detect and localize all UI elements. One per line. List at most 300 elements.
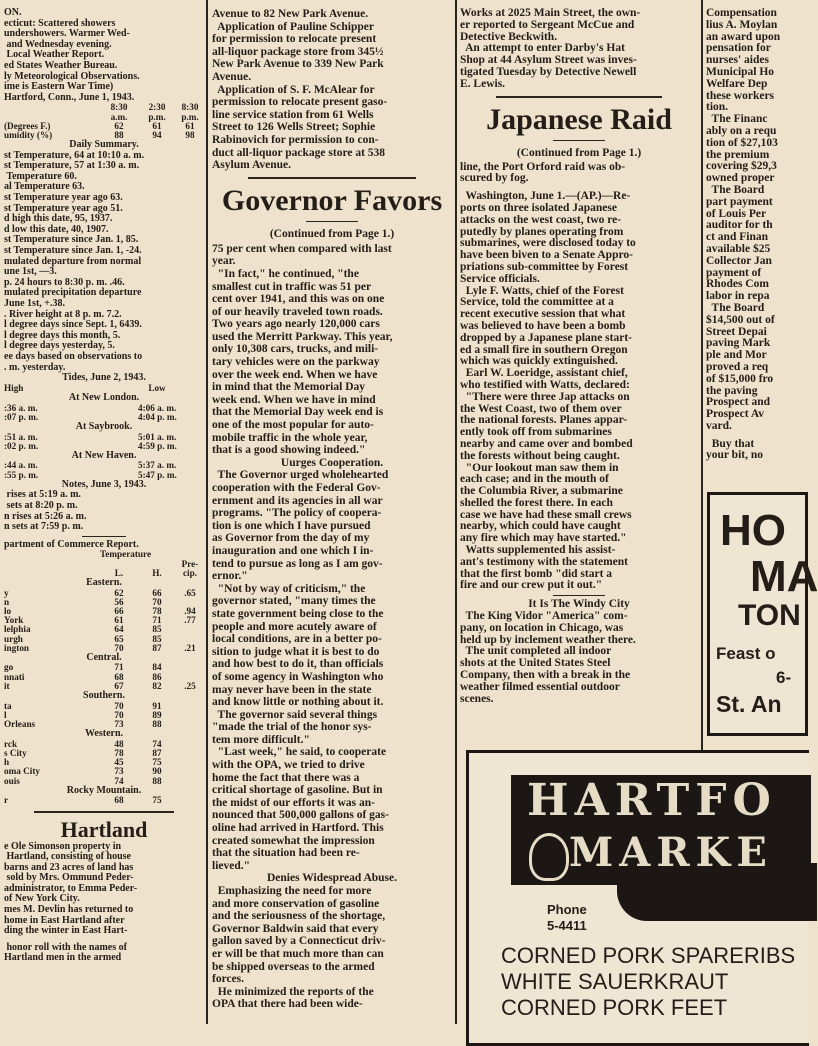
table-row: [4, 635, 204, 644]
text-line: Street to 126 Wells Street; Sophie: [212, 121, 376, 134]
table-cell: 4:59 p. m.: [138, 440, 177, 451]
table-cell: 66: [114, 605, 124, 616]
text-line: st Temperature year ago 51.: [4, 202, 123, 214]
table-cell: 4:06 a. m.: [138, 402, 177, 413]
table-cell: [176, 384, 204, 393]
table-cell: 61: [152, 120, 162, 131]
table-cell: H.: [152, 567, 162, 578]
text-line: week end. When we have in mind: [212, 393, 376, 406]
table-cell: 88: [152, 775, 162, 786]
text-line: paving Mark: [706, 337, 771, 350]
table-cell: 61: [114, 615, 124, 626]
divider: [82, 536, 126, 537]
text-line: covering $29,3: [706, 160, 777, 173]
text-line: that the situation had been re-: [212, 847, 360, 860]
table-cell: (Degrees F.): [4, 120, 51, 131]
text-line: be shipped overseas to the armed: [212, 960, 375, 973]
text-line: and how best to do it, than officials: [212, 658, 384, 671]
text-line: of some agency in Washington who: [212, 670, 384, 683]
text-line: "Our lookout man saw them in: [460, 461, 619, 474]
column-japanese-raid: [460, 8, 698, 746]
text-line: in mind that the Memorial Day: [212, 381, 366, 394]
text-line: New Park Avenue to 339 New Park: [212, 58, 384, 71]
table-cell: 78: [152, 605, 162, 616]
text-line: which was quickly extinguished.: [460, 355, 618, 368]
text-line: ant's testimony with the statement: [460, 555, 629, 568]
text-line: tem more difficult.": [212, 733, 310, 746]
text-line: permission to relocate present gaso-: [212, 96, 388, 109]
text-line: partment of Commerce Report.: [4, 538, 139, 550]
table-cell: 48: [114, 738, 124, 749]
text-line: ecticut: Scattered showers: [4, 17, 116, 29]
text-line: shelled the forest there. In each: [460, 496, 613, 509]
table-cell: .65: [184, 587, 196, 598]
text-line: forces.: [212, 973, 245, 986]
text-line: smallest cut in traffic was 51 per: [212, 280, 372, 293]
text-line: e Ole Simonson property in: [4, 840, 122, 852]
text-line: nurses' aides: [706, 54, 769, 67]
text-line: The King Vidor "America" com-: [460, 610, 628, 623]
text-line: pensation for: [706, 42, 771, 55]
text-line: scenes.: [460, 692, 494, 705]
table-cell: 45: [114, 757, 124, 768]
table-cell: [176, 461, 204, 470]
text-line: Compensation: [706, 7, 777, 19]
ad-text: St. An: [716, 691, 782, 717]
table-cell: 74: [152, 738, 162, 749]
subheading: Central.: [86, 651, 122, 663]
text-line: Hartland, consisting of house: [4, 851, 131, 863]
text-line: tion is one which I have pursued: [212, 519, 371, 532]
table-cell: [176, 777, 204, 786]
table-row: [4, 702, 204, 711]
text-line: tary vehicles were on the parkway: [212, 356, 380, 369]
table-cell: 61: [185, 120, 195, 131]
ad-headline: MA: [750, 552, 818, 601]
table-cell: 73: [114, 719, 124, 729]
text-line: Service, told the committee at a: [460, 296, 614, 309]
divider: [306, 221, 359, 222]
table-cell: nnati: [4, 671, 25, 682]
text-line: tion of $27,103: [706, 136, 778, 149]
text-line: st Temperature year ago 63.: [4, 192, 123, 204]
table-row: [4, 749, 204, 758]
text-line: the premium: [706, 148, 770, 161]
table-cell: Pre-: [181, 558, 199, 569]
text-line: "made the trial of the honor sys-: [212, 721, 372, 734]
text-line: rises at 5:19 a. m.: [4, 489, 81, 501]
text-line: have been biven to a Senate Appro-: [460, 249, 633, 262]
text-line: owned proper: [706, 172, 775, 185]
text-line: who testified with Watts, declared:: [460, 378, 630, 391]
text-line: Hartford, Conn., June 1, 1943.: [4, 91, 135, 103]
text-line: all-liquor package store from 345½: [212, 45, 384, 58]
table-cell: 78: [114, 747, 124, 758]
table-cell: :07 p. m.: [4, 411, 39, 422]
table-cell: Low: [148, 382, 166, 393]
text-line: Prospect Av: [706, 408, 765, 421]
column-divider: [455, 0, 457, 1024]
text-line: the West Coast, two of them over: [460, 402, 622, 415]
table-cell: 70: [114, 700, 124, 711]
table-cell: 64: [114, 624, 124, 635]
subheading: Southern.: [83, 690, 125, 702]
subheading: At Saybrook.: [75, 420, 133, 432]
table-cell: 94: [152, 129, 162, 140]
text-line: st Temperature since Jan. 1, -24.: [4, 245, 142, 257]
table-cell: [176, 471, 204, 480]
divider: [496, 96, 663, 98]
subheading: Western.: [84, 728, 124, 740]
text-line: $14,500 out of: [706, 313, 775, 326]
table-cell: 4:04 p. m.: [138, 411, 177, 422]
market-logo-text: HARTFO: [527, 775, 777, 826]
table-cell: urgh: [4, 633, 23, 644]
table-row: [4, 767, 204, 776]
table-cell: 62: [114, 587, 124, 598]
text-line: l degree days this month, 5.: [4, 329, 121, 341]
table-cell: :44 a. m.: [4, 460, 38, 471]
text-line: oline had arrived in Hartford. This: [212, 822, 384, 835]
text-line: . m. yesterday.: [4, 361, 66, 373]
table-cell: 88: [114, 129, 124, 140]
table-cell: y: [4, 587, 9, 598]
text-line: The Board: [706, 301, 765, 314]
table-cell: l: [4, 709, 7, 720]
text-line: June 1st, +.38.: [4, 298, 65, 309]
phone-number: 5-4411: [547, 918, 587, 933]
table-cell: cip.: [182, 567, 198, 578]
text-line: home the fact that there was a: [212, 771, 360, 784]
table-cell: [4, 103, 100, 112]
ad-item: CORNED PORK SPARERIBS: [501, 943, 796, 968]
table-cell: [176, 404, 204, 413]
text-line: al Temperature 63.: [4, 181, 85, 193]
table-cell: :02 p. m.: [4, 440, 39, 451]
text-line: ct and Finan: [706, 231, 768, 244]
table-cell: 85: [152, 624, 162, 635]
table-cell: [100, 433, 138, 442]
text-line: . River height at 8 p. m. 7.2.: [4, 308, 122, 320]
table-cell: 5:47 p. m.: [138, 469, 177, 480]
text-line: the Columbia River, a submarine: [460, 485, 623, 498]
table-row: [4, 673, 204, 682]
text-line: ently took off from submarines: [460, 426, 612, 439]
text-line: n rises at 5:26 a. m.: [4, 510, 87, 522]
text-line: year.: [212, 255, 236, 268]
table-cell: 82: [152, 680, 162, 691]
text-line: "There were three Jap attacks on: [460, 390, 630, 403]
text-line: gallon saved by a Connecticut driv-: [212, 935, 386, 948]
text-line: ernor.": [212, 570, 248, 583]
subheading: Denies Widespread Abuse.: [266, 872, 398, 885]
text-line: Watts supplemented his assist-: [460, 544, 616, 557]
text-line: nearby and came over and bombed: [460, 437, 633, 450]
text-line: He minimized the reports of the: [212, 985, 374, 998]
text-line: mulated departure from normal: [4, 255, 142, 267]
table-cell: [176, 663, 204, 672]
table-cell: [176, 720, 204, 729]
text-line: dropped by a Japanese plane start-: [460, 331, 632, 344]
text-line: proved a req: [706, 360, 769, 373]
text-line: barns and 23 acres of land has: [4, 861, 134, 873]
ad-text: 6-: [776, 668, 792, 687]
table-cell: [138, 550, 176, 559]
text-line: Lyle F. Watts, chief of the Forest: [460, 284, 624, 297]
divider: [553, 140, 605, 141]
text-line: as Governor from the day of my: [212, 532, 370, 545]
table-cell: 8:30: [110, 102, 128, 113]
table-cell: 66: [152, 587, 162, 598]
table-cell: [100, 404, 138, 413]
text-line: ime is Eastern War Time): [4, 81, 114, 93]
text-line: one of the most popular for auto-: [212, 419, 374, 432]
text-line: Company, then with a break in the: [460, 669, 631, 682]
text-line: tion.: [706, 101, 729, 114]
text-line: governor stated, "many times the: [212, 595, 376, 608]
text-line: Application of Pauline Schipper: [212, 20, 374, 33]
table-cell: 88: [152, 719, 162, 729]
table-cell: 87: [152, 747, 162, 758]
table-cell: High: [4, 382, 24, 393]
table-cell: 71: [114, 662, 124, 673]
table-cell: .25: [184, 680, 196, 691]
ad-item: WHITE SAUERKRAUT: [501, 969, 729, 994]
text-line: of $15,000 fro: [706, 372, 774, 385]
text-line: priations sub-committee by Forest: [460, 260, 629, 273]
text-line: cent over 1941, and this was on one: [212, 293, 385, 306]
text-line: er will be that much more than can: [212, 947, 384, 960]
table-cell: Temperature: [100, 549, 152, 560]
table-row: [4, 103, 204, 112]
table-row: [4, 607, 204, 616]
text-line: critical shortage of gasoline. But in: [212, 784, 383, 797]
text-line: of our heavily traveled town roads.: [212, 305, 383, 318]
text-line: putedly by planes operating from: [460, 225, 624, 238]
ad-headline: HO: [720, 506, 786, 555]
table-cell: York: [4, 615, 24, 626]
table-cell: go: [4, 662, 14, 673]
text-line: Avenue to 82 New Park Avenue.: [212, 8, 369, 20]
subheading: Uurges Cooperation.: [280, 456, 384, 469]
text-line: p. 24 hours to 8:30 p. m. .46.: [4, 276, 125, 288]
table-cell: ta: [4, 700, 12, 711]
text-line: The governor said several things: [212, 708, 378, 721]
table-cell: [176, 796, 204, 805]
table-cell: p.m.: [181, 111, 199, 122]
text-line: Welfare Dep: [706, 77, 768, 90]
text-line: E. Lewis.: [460, 77, 506, 90]
subheading: Notes, June 3, 1943.: [61, 478, 147, 490]
subheading: It Is The Windy City: [528, 598, 630, 611]
text-line: sets at 8:20 p. m.: [4, 500, 78, 512]
text-line: The Board: [706, 183, 765, 196]
text-line: The Financ: [706, 113, 768, 126]
column-governor-favors: [212, 8, 452, 1022]
table-cell: 75: [152, 757, 162, 768]
text-line: labor in repa: [706, 290, 770, 303]
table-cell: :55 p. m.: [4, 469, 39, 480]
table-cell: [176, 767, 204, 776]
text-line: shots at the United States Steel: [460, 657, 611, 670]
table-cell: [176, 749, 204, 758]
table-cell: 67: [114, 680, 124, 691]
table-cell: lo: [4, 605, 12, 616]
text-line: ON.: [4, 7, 22, 18]
text-line: of Louis Per: [706, 207, 767, 220]
text-line: that the Memorial Day week end is: [212, 406, 384, 419]
text-line: Collector Jan: [706, 254, 772, 267]
text-line: submarines, were disclosed today to: [460, 237, 636, 250]
table-cell: :51 a. m.: [4, 431, 38, 442]
text-line: of New York City.: [4, 893, 80, 905]
table-cell: it: [4, 680, 10, 691]
advertisement-hartford-market: [466, 750, 809, 1046]
table-cell: 89: [152, 709, 162, 720]
table-cell: [4, 560, 100, 569]
text-line: st Temperature since Jan. 1, 85.: [4, 234, 139, 246]
table-cell: s City: [4, 747, 27, 758]
text-line: mes M. Devlin has returned to: [4, 904, 134, 916]
table-cell: 56: [114, 596, 124, 607]
text-line: administrator, to Emma Peder-: [4, 882, 138, 894]
text-line: Rhodes Com: [706, 278, 769, 291]
text-line: Shop at 44 Asylum Street was inves-: [460, 54, 637, 67]
table-row: [4, 598, 204, 607]
table-cell: oma City: [4, 766, 40, 777]
continued-note: (Continued from Page 1.): [269, 227, 395, 240]
table-cell: n: [4, 596, 10, 607]
table-cell: 75: [152, 795, 162, 806]
text-line: honor roll with the names of: [4, 941, 127, 953]
text-line: Buy that: [706, 437, 755, 450]
table-row: [4, 560, 204, 569]
text-line: nounced that 500,000 gallons of gas-: [212, 809, 389, 822]
table-cell: ington: [4, 642, 30, 653]
text-line: created somewhat the impression: [212, 834, 375, 847]
text-line: your bit, no: [706, 449, 763, 462]
text-line: mulated precipitation departure: [4, 287, 142, 299]
subheading: Daily Summary.: [69, 139, 139, 151]
text-line: local conditions, are in a better po-: [212, 633, 382, 646]
column-divider: [206, 0, 208, 1024]
subheading: Eastern.: [86, 576, 122, 588]
article-headline: Governor Favors: [221, 183, 443, 217]
table-cell: .21: [184, 642, 196, 653]
phone-label: Phone: [547, 902, 587, 917]
table-cell: 86: [152, 671, 162, 682]
ad-item: CORNED PORK FEET: [501, 995, 728, 1020]
continued-note: (Continued from Page 1.): [516, 146, 642, 159]
table-cell: umidity (%): [4, 129, 53, 140]
text-line: 75 per cent when compared with last: [212, 242, 392, 255]
text-line: case we have had these small crews: [460, 508, 632, 521]
text-line: sition to judge what it is best to do: [212, 645, 380, 658]
text-line: Two years ago nearly 120,000 cars: [212, 318, 380, 331]
text-line: Prospect and: [706, 396, 770, 409]
text-line: st Temperature, 57 at 1:30 a. m.: [4, 160, 140, 172]
text-line: home in East Hartland after: [4, 914, 125, 926]
text-line: er reported to Sergeant McCue and: [460, 18, 635, 31]
ad-headline: TON: [738, 599, 801, 632]
text-line: Application of S. F. McAlear for: [212, 83, 375, 96]
mascot-icon: [529, 833, 569, 881]
text-line: the national forests. Planes appar-: [460, 414, 628, 427]
text-line: the forests without being caught.: [460, 449, 620, 462]
table-cell: 85: [152, 633, 162, 644]
text-line: l degree days yesterday, 5.: [4, 340, 115, 352]
table-cell: [100, 461, 138, 470]
article-headline: Japanese Raid: [486, 102, 672, 136]
text-line: The unit completed all indoor: [460, 645, 612, 658]
text-line: any fire which may have started.": [460, 532, 627, 545]
text-line: these workers: [706, 89, 775, 102]
text-line: that the first bomb "did start a: [460, 567, 613, 580]
text-line: duct all-liquor package store at 538: [212, 146, 386, 159]
table-cell: [176, 758, 204, 767]
text-line: ee days based on observations to: [4, 350, 143, 362]
text-line: ports on three isolated Japanese: [460, 201, 617, 214]
table-cell: .77: [184, 615, 196, 626]
text-line: l degree days since Sept. 1, 6439.: [4, 319, 142, 331]
text-line: Earl W. Loeridge, assistant chief,: [460, 367, 628, 380]
table-cell: 5:01 a. m.: [138, 431, 177, 442]
text-line: state government being close to the: [212, 607, 384, 620]
text-line: recent executive session that what: [460, 308, 626, 321]
text-line: programs. "The policy of coopera-: [212, 507, 382, 520]
text-line: tend to pursue as long as I am gov-: [212, 557, 383, 570]
text-line: Detective Beckwith.: [460, 30, 558, 43]
text-line: mobile traffic in the whole year,: [212, 431, 368, 444]
text-line: Asylum Avenue.: [212, 159, 292, 172]
text-line: part payment: [706, 195, 773, 208]
text-line: each case; and in the mouth of: [460, 473, 609, 486]
table-cell: lelphia: [4, 624, 31, 635]
text-line: and the seriousness of the shortage,: [212, 910, 386, 923]
text-line: Governor Baldwin said that every: [212, 922, 379, 935]
text-line: Hartland men in the armed: [4, 952, 122, 964]
text-line: ding the winter in East Hart-: [4, 925, 128, 937]
subheading: At New London.: [68, 391, 140, 403]
ad-text: Feast o: [716, 644, 776, 663]
market-logo-text: MARKE: [569, 829, 773, 876]
text-line: vard.: [706, 419, 732, 432]
text-line: ple and Mor: [706, 349, 767, 362]
text-line: the paving: [706, 384, 758, 397]
text-line: Avenue.: [212, 70, 252, 83]
divider: [553, 595, 605, 596]
text-line: st Temperature, 64 at 10:10 a. m.: [4, 149, 145, 161]
text-line: lieved.": [212, 859, 251, 872]
column-weather-report: [4, 8, 204, 1022]
advertisement-feast: [707, 492, 818, 736]
text-line: over the week end. When we have: [212, 368, 378, 381]
text-line: inauguration and one which I in-: [212, 544, 374, 557]
text-line: with the OPA, we tried to drive: [212, 759, 365, 772]
divider: [248, 177, 416, 179]
table-cell: [176, 413, 204, 422]
table-cell: 68: [114, 671, 124, 682]
text-line: weather filmed essential outdoor: [460, 680, 620, 693]
table-row: [4, 625, 204, 634]
text-line: ernment and its agencies in all war: [212, 494, 383, 507]
table-cell: 65: [114, 633, 124, 644]
table-cell: 91: [152, 700, 162, 711]
table-cell: r: [4, 795, 9, 806]
text-line: undershowers. Warmer Wed-: [4, 28, 130, 40]
text-line: payment of: [706, 266, 762, 279]
text-line: n sets at 7:59 p. m.: [4, 521, 84, 533]
